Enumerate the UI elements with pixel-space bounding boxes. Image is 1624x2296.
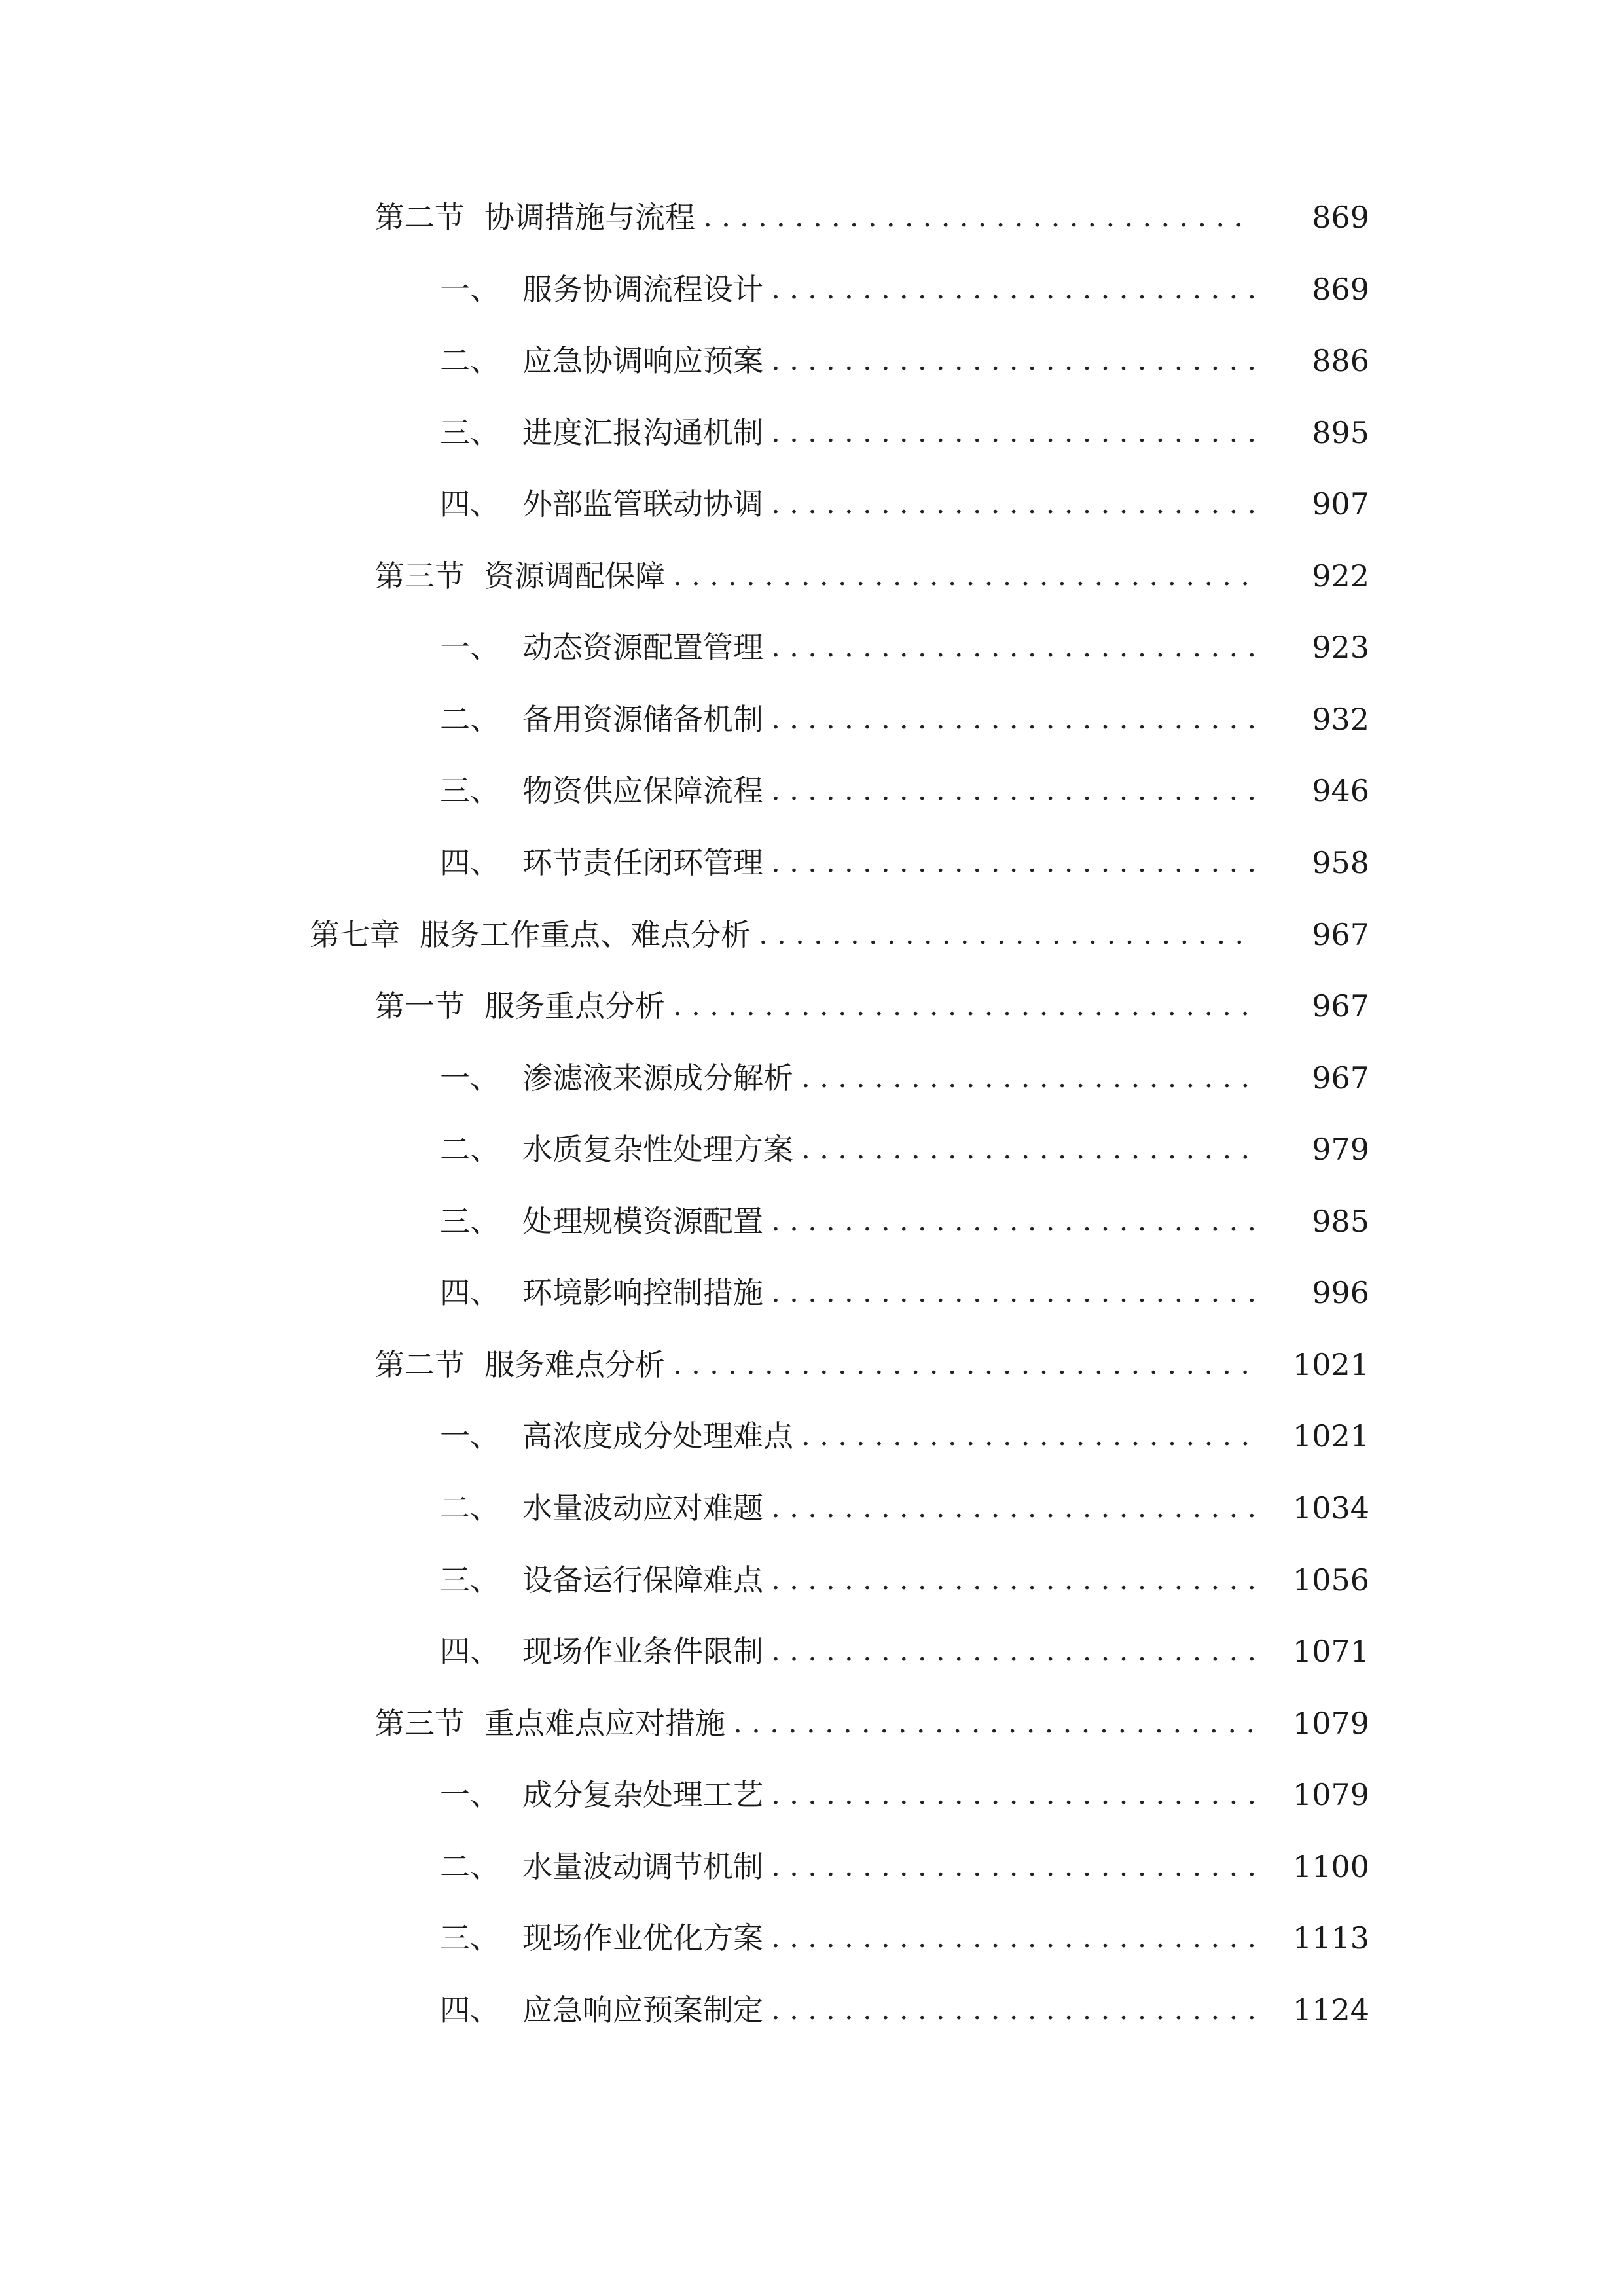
toc-entry-number: 第三节: [374, 558, 465, 594]
toc-entry-page: 1056: [1292, 1562, 1369, 1598]
toc-entry-section[interactable]: [0, 191, 1624, 243]
toc-entry-item[interactable]: [0, 621, 1624, 673]
dot-leader: [673, 980, 1255, 1032]
toc-entry-page: 967: [1312, 988, 1369, 1024]
toc-entry-page: 985: [1312, 1204, 1369, 1239]
dot-leader: [771, 1554, 1255, 1606]
toc-entry-number: 四、: [440, 486, 500, 522]
toc-entry-chapter[interactable]: [0, 908, 1624, 961]
toc-entry-page: 869: [1312, 272, 1369, 307]
toc-entry-title: 高浓度成分处理难点: [522, 1418, 793, 1454]
toc-entry-item[interactable]: [0, 406, 1624, 459]
toc-entry-title: 水量波动应对难题: [522, 1490, 763, 1526]
toc-entry-number: 三、: [440, 1920, 500, 1956]
toc-entry-title: 动态资源配置管理: [522, 630, 763, 665]
dot-leader: [771, 478, 1255, 530]
toc-entry-item[interactable]: [0, 1912, 1624, 1964]
toc-entry-title: 协调措施与流程: [484, 200, 695, 235]
toc-entry-number: 四、: [440, 1634, 500, 1669]
dot-leader: [771, 334, 1255, 387]
toc-entry-page: 869: [1312, 200, 1369, 235]
toc-entry-page: 1113: [1292, 1920, 1369, 1956]
toc-entry-page: 895: [1312, 415, 1369, 450]
dot-leader: [771, 693, 1255, 745]
toc-entry-title: 应急响应预案制定: [522, 1992, 763, 2028]
toc-entry-page: 1079: [1292, 1777, 1369, 1812]
toc-entry-page: 996: [1312, 1275, 1369, 1310]
toc-entry-page: 907: [1312, 486, 1369, 522]
toc-entry-page: 979: [1312, 1132, 1369, 1167]
dot-leader: [771, 621, 1255, 673]
dot-leader: [771, 263, 1255, 315]
toc-entry-number: 第七章: [310, 917, 400, 952]
toc-entry-number: 二、: [440, 1132, 500, 1167]
toc-entry-number: 三、: [440, 415, 500, 450]
toc-entry-page: 923: [1312, 630, 1369, 665]
toc-entry-item[interactable]: [0, 1840, 1624, 1893]
dot-leader: [759, 908, 1255, 961]
toc-entry-title: 设备运行保障难点: [522, 1562, 763, 1598]
toc-entry-item[interactable]: [0, 693, 1624, 745]
toc-entry-title: 环节责任闭环管理: [522, 845, 763, 880]
dot-leader: [771, 1482, 1255, 1534]
toc-entry-number: 一、: [440, 1777, 500, 1812]
toc-entry-page: 1079: [1292, 1706, 1369, 1741]
toc-entry-title: 重点难点应对措施: [484, 1706, 725, 1741]
toc-entry-title: 应急协调响应预案: [522, 343, 763, 378]
toc-entry-page: 1034: [1292, 1490, 1369, 1526]
toc-entry-page: 967: [1312, 1060, 1369, 1096]
toc-entry-page: 958: [1312, 845, 1369, 880]
toc-entry-page: 1124: [1292, 1992, 1369, 2028]
dot-leader: [771, 1912, 1255, 1964]
toc-entry-title: 渗滤液来源成分解析: [522, 1060, 793, 1096]
toc-entry-item[interactable]: [0, 1266, 1624, 1319]
toc-entry-item[interactable]: [0, 1554, 1624, 1606]
toc-entry-title: 成分复杂处理工艺: [522, 1777, 763, 1812]
toc-entry-title: 服务协调流程设计: [522, 272, 763, 307]
toc-entry-number: 三、: [440, 1562, 500, 1598]
toc-entry-number: 四、: [440, 1275, 500, 1310]
dot-leader: [801, 1410, 1255, 1462]
dot-leader: [673, 1338, 1255, 1391]
toc-entry-section[interactable]: [0, 550, 1624, 602]
dot-leader: [703, 191, 1255, 243]
toc-entry-page: 922: [1312, 558, 1369, 594]
toc-entry-title: 水量波动调节机制: [522, 1849, 763, 1884]
toc-entry-number: 一、: [440, 630, 500, 665]
toc-entry-number: 第三节: [374, 1706, 465, 1741]
toc-entry-title: 处理规模资源配置: [522, 1204, 763, 1239]
toc-entry-title: 备用资源储备机制: [522, 702, 763, 737]
toc-entry-title: 服务难点分析: [484, 1347, 665, 1382]
toc-entry-title: 进度汇报沟通机制: [522, 415, 763, 450]
toc-entry-page: 932: [1312, 702, 1369, 737]
toc-entry-title: 资源调配保障: [484, 558, 665, 594]
toc-entry-page: 967: [1312, 917, 1369, 952]
dot-leader: [771, 1984, 1255, 2036]
toc-entry-item[interactable]: [0, 1625, 1624, 1677]
toc-entry-item[interactable]: [0, 1768, 1624, 1821]
toc-entry-number: 二、: [440, 1849, 500, 1884]
dot-leader: [673, 550, 1255, 602]
toc-entry-section[interactable]: [0, 1697, 1624, 1749]
toc-entry-number: 二、: [440, 1490, 500, 1526]
toc-entry-item[interactable]: [0, 1984, 1624, 2036]
toc-entry-title: 现场作业优化方案: [522, 1920, 763, 1956]
toc-entry-number: 三、: [440, 773, 500, 808]
toc-entry-item[interactable]: [0, 1195, 1624, 1247]
toc-entry-title: 水质复杂性处理方案: [522, 1132, 793, 1167]
toc-entry-number: 四、: [440, 1992, 500, 2028]
toc-entry-title: 服务重点分析: [484, 988, 665, 1024]
toc-entry-title: 现场作业条件限制: [522, 1634, 763, 1669]
toc-entry-item[interactable]: [0, 478, 1624, 530]
toc-entry-item[interactable]: [0, 1482, 1624, 1534]
toc-entry-number: 第一节: [374, 988, 465, 1024]
dot-leader: [801, 1052, 1255, 1104]
toc-entry-number: 一、: [440, 1418, 500, 1454]
toc-entry-number: 第二节: [374, 1347, 465, 1382]
toc-entry-title: 外部监管联动协调: [522, 486, 763, 522]
toc-entry-title: 环境影响控制措施: [522, 1275, 763, 1310]
toc-entry-section[interactable]: [0, 980, 1624, 1032]
toc-entry-item[interactable]: [0, 334, 1624, 387]
toc-entry-number: 四、: [440, 845, 500, 880]
toc-entry-item[interactable]: [0, 1123, 1624, 1175]
toc-entry-number: 一、: [440, 272, 500, 307]
toc-entry-number: 二、: [440, 343, 500, 378]
toc-entry-page: 886: [1312, 343, 1369, 378]
dot-leader: [733, 1697, 1255, 1749]
dot-leader: [771, 1195, 1255, 1247]
toc-entry-page: 1021: [1292, 1418, 1369, 1454]
dot-leader: [771, 406, 1255, 459]
toc-entry-page: 1021: [1292, 1347, 1369, 1382]
toc-entry-item[interactable]: [0, 1410, 1624, 1462]
toc-entry-page: 1071: [1292, 1634, 1369, 1669]
toc-entry-number: 三、: [440, 1204, 500, 1239]
dot-leader: [771, 764, 1255, 817]
toc-entry-page: 946: [1312, 773, 1369, 808]
dot-leader: [801, 1123, 1255, 1175]
toc-entry-item[interactable]: [0, 836, 1624, 889]
dot-leader: [771, 1768, 1255, 1821]
toc-entry-number: 第二节: [374, 200, 465, 235]
dot-leader: [771, 836, 1255, 889]
toc-entry-title: 物资供应保障流程: [522, 773, 763, 808]
dot-leader: [771, 1625, 1255, 1677]
toc-entry-page: 1100: [1292, 1849, 1369, 1884]
toc-entry-number: 一、: [440, 1060, 500, 1096]
toc-entry-item[interactable]: [0, 1052, 1624, 1104]
toc-entry-title: 服务工作重点、难点分析: [420, 917, 751, 952]
dot-leader: [771, 1266, 1255, 1319]
dot-leader: [771, 1840, 1255, 1893]
toc-entry-item[interactable]: [0, 764, 1624, 817]
toc-entry-section[interactable]: [0, 1338, 1624, 1391]
toc-entry-item[interactable]: [0, 263, 1624, 315]
toc-entry-number: 二、: [440, 702, 500, 737]
